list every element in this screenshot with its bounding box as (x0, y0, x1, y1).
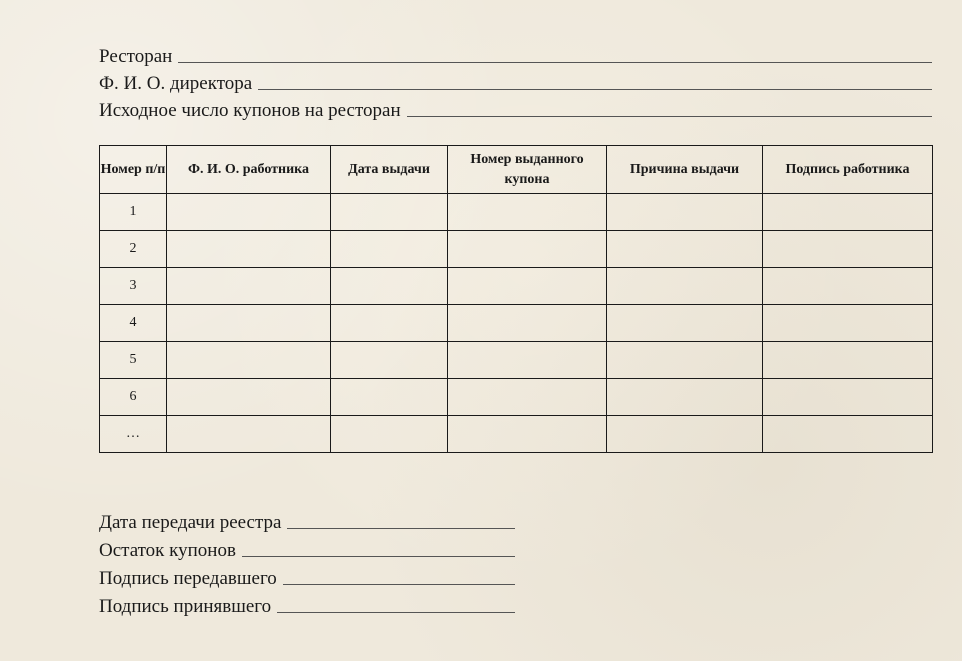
cell-coupon-number[interactable] (448, 268, 607, 305)
transfer-date-field (99, 507, 515, 535)
cell-employee-name[interactable] (167, 305, 331, 342)
col-header-employee-signature: Подпись работника (763, 146, 933, 194)
coupon-register-table (99, 145, 933, 453)
cell-employee-name[interactable] (167, 231, 331, 268)
cell-issue-date[interactable] (331, 268, 448, 305)
row-number: … (100, 416, 167, 453)
cell-issue-date[interactable] (331, 231, 448, 268)
cell-issue-reason[interactable] (607, 379, 763, 416)
cell-employee-signature[interactable] (763, 268, 933, 305)
cell-employee-signature[interactable] (763, 194, 933, 231)
cell-coupon-number[interactable] (448, 194, 607, 231)
cell-employee-signature[interactable] (763, 416, 933, 453)
col-header-number: Номер п/п (100, 146, 167, 194)
receiver-signature-field (99, 591, 515, 619)
receiver-signature-label: Подпись принявшего (99, 596, 272, 617)
cell-issue-reason[interactable] (607, 305, 763, 342)
cell-issue-reason[interactable] (607, 231, 763, 268)
cell-employee-signature[interactable] (763, 379, 933, 416)
row-number: 3 (100, 268, 167, 305)
initial-coupons-field (99, 96, 932, 123)
row-number: 2 (100, 231, 167, 268)
remaining-coupons-blank-line[interactable] (242, 555, 515, 557)
cell-employee-name[interactable] (167, 194, 331, 231)
row-number: 6 (100, 379, 167, 416)
sender-signature-field (99, 563, 515, 591)
receiver-signature-blank-line[interactable] (277, 611, 515, 613)
cell-issue-date[interactable] (331, 305, 448, 342)
transfer-date-blank-line[interactable] (287, 527, 515, 529)
remaining-coupons-label: Остаток купонов (99, 540, 236, 561)
cell-coupon-number[interactable] (448, 379, 607, 416)
initial-coupons-blank-line[interactable] (407, 115, 932, 117)
row-number: 1 (100, 194, 167, 231)
cell-coupon-number[interactable] (448, 305, 607, 342)
restaurant-label: Ресторан (99, 46, 173, 67)
cell-employee-signature[interactable] (763, 342, 933, 379)
transfer-date-label: Дата передачи реестра (99, 512, 282, 533)
cell-employee-signature[interactable] (763, 231, 933, 268)
cell-issue-reason[interactable] (607, 194, 763, 231)
table-row (100, 305, 933, 342)
row-number: 4 (100, 305, 167, 342)
director-name-label: Ф. И. О. директора (99, 73, 253, 94)
initial-coupons-label: Исходное число купонов на ресторан (99, 100, 401, 121)
footer-fields (99, 507, 515, 619)
table-row (100, 416, 933, 453)
cell-coupon-number[interactable] (448, 231, 607, 268)
restaurant-blank-line[interactable] (178, 61, 932, 63)
restaurant-field (99, 42, 932, 69)
cell-coupon-number[interactable] (448, 416, 607, 453)
director-name-field (99, 69, 932, 96)
cell-issue-date[interactable] (331, 379, 448, 416)
header-fields (99, 42, 932, 123)
col-header-issue-date: Дата выдачи (331, 146, 448, 194)
cell-coupon-number[interactable] (448, 342, 607, 379)
cell-employee-name[interactable] (167, 416, 331, 453)
col-header-coupon-number: Номер выданного купона (448, 146, 607, 194)
table-row (100, 342, 933, 379)
sender-signature-label: Подпись передавшего (99, 568, 277, 589)
table-row (100, 379, 933, 416)
sender-signature-blank-line[interactable] (283, 583, 515, 585)
cell-employee-name[interactable] (167, 268, 331, 305)
table-header-row (100, 146, 933, 194)
cell-issue-reason[interactable] (607, 416, 763, 453)
table-row (100, 268, 933, 305)
director-name-blank-line[interactable] (258, 88, 932, 90)
cell-employee-name[interactable] (167, 342, 331, 379)
col-header-employee-name: Ф. И. О. работника (167, 146, 331, 194)
table-row (100, 231, 933, 268)
cell-issue-date[interactable] (331, 416, 448, 453)
row-number: 5 (100, 342, 167, 379)
cell-issue-date[interactable] (331, 194, 448, 231)
col-header-issue-reason: Причина выдачи (607, 146, 763, 194)
cell-issue-reason[interactable] (607, 342, 763, 379)
remaining-coupons-field (99, 535, 515, 563)
cell-issue-date[interactable] (331, 342, 448, 379)
cell-employee-name[interactable] (167, 379, 331, 416)
table-row (100, 194, 933, 231)
cell-issue-reason[interactable] (607, 268, 763, 305)
cell-employee-signature[interactable] (763, 305, 933, 342)
